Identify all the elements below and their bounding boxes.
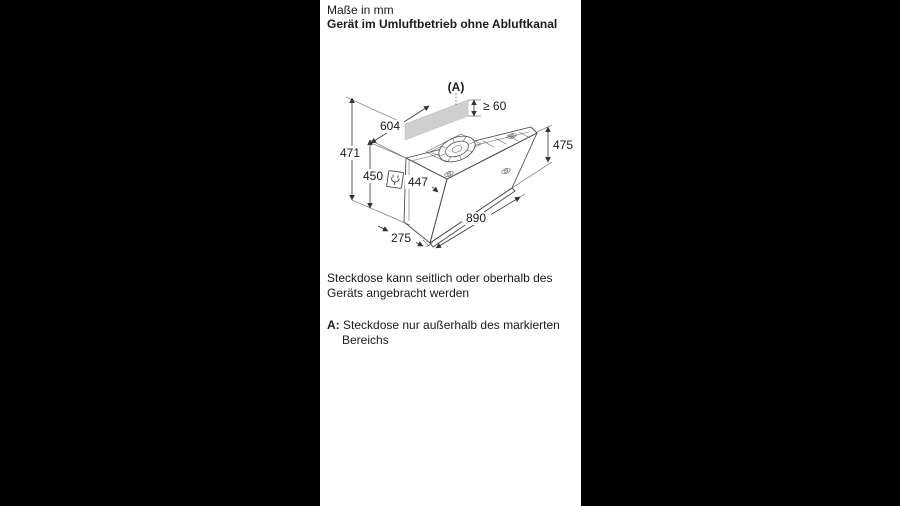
area-a-label: (A): [447, 80, 465, 94]
dim-height-total-label: 471: [339, 146, 361, 160]
dimension-diagram: [320, 0, 581, 506]
dim-top-width-label: 604: [379, 119, 401, 133]
diagram-title: Gerät im Umluftbetrieb ohne Abluftkanal: [327, 16, 558, 31]
air-outlet-icon: [435, 131, 479, 167]
units-label: Maße in mm: [327, 3, 394, 17]
dim-front-offset-label: 447: [407, 175, 429, 189]
power-socket-icon: [387, 171, 404, 189]
note-a-label: A:: [327, 318, 340, 332]
note-a-text: Steckdose nur außerhalb des markierten Bereichs: [342, 318, 560, 347]
dim-min-distance-label: ≥ 60: [483, 99, 507, 113]
dim-height-right-label: 475: [552, 138, 574, 152]
dim-height-lower-label: 450: [362, 169, 384, 183]
document-page: [320, 0, 581, 506]
shaded-clearance-band: [405, 100, 468, 140]
dim-depth-bottom-label: 275: [390, 231, 412, 245]
note-a: [327, 318, 582, 347]
socket-note: Steckdose kann seitlich oder oberhalb des Geräts angebracht werden: [327, 271, 553, 300]
dim-width-front-label: 890: [465, 211, 487, 225]
